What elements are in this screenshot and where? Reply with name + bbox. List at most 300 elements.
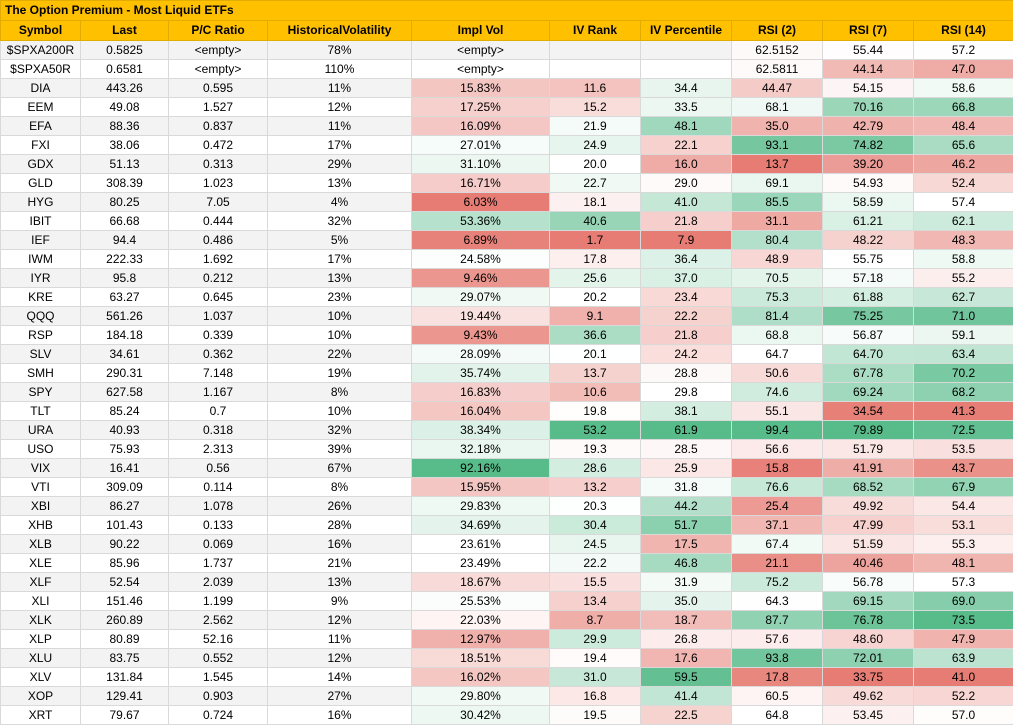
data-cell[interactable]: 52.54	[81, 573, 169, 592]
data-cell[interactable]: 14%	[268, 668, 412, 687]
data-cell[interactable]: 52.4	[914, 174, 1013, 193]
data-cell[interactable]: 12%	[268, 611, 412, 630]
data-cell[interactable]: 11.6	[550, 79, 641, 98]
data-cell[interactable]: 0.6581	[81, 60, 169, 79]
data-cell[interactable]: 49.92	[823, 497, 914, 516]
data-cell[interactable]: 0.133	[169, 516, 268, 535]
data-cell[interactable]: <empty>	[169, 60, 268, 79]
data-cell[interactable]: 41.0	[641, 193, 732, 212]
data-cell[interactable]: 24.9	[550, 136, 641, 155]
data-cell[interactable]: 58.8	[914, 250, 1013, 269]
data-cell[interactable]: 0.837	[169, 117, 268, 136]
data-cell[interactable]: 48.1	[641, 117, 732, 136]
data-cell[interactable]: 16.02%	[412, 668, 550, 687]
data-cell[interactable]: 85.24	[81, 402, 169, 421]
data-cell[interactable]: 17.5	[641, 535, 732, 554]
data-cell[interactable]: 48.1	[914, 554, 1013, 573]
data-cell[interactable]: 46.8	[641, 554, 732, 573]
data-cell[interactable]: 23.4	[641, 288, 732, 307]
data-cell[interactable]: 47.0	[914, 60, 1013, 79]
data-cell[interactable]: 110%	[268, 60, 412, 79]
data-cell[interactable]: 58.6	[914, 79, 1013, 98]
data-cell[interactable]: 9.43%	[412, 326, 550, 345]
data-cell[interactable]: 27.01%	[412, 136, 550, 155]
data-cell[interactable]: 50.6	[732, 364, 823, 383]
symbol-cell[interactable]: SPY	[1, 383, 81, 402]
data-cell[interactable]: 67.78	[823, 364, 914, 383]
data-cell[interactable]: 561.26	[81, 307, 169, 326]
column-header[interactable]: P/C Ratio	[169, 21, 268, 41]
data-cell[interactable]: 18.51%	[412, 649, 550, 668]
data-cell[interactable]: 39%	[268, 440, 412, 459]
data-cell[interactable]: 38.34%	[412, 421, 550, 440]
data-cell[interactable]: 29.9	[550, 630, 641, 649]
data-cell[interactable]: 56.78	[823, 573, 914, 592]
column-header[interactable]: RSI (7)	[823, 21, 914, 41]
symbol-cell[interactable]: TLT	[1, 402, 81, 421]
data-cell[interactable]: 15.8	[732, 459, 823, 478]
data-cell[interactable]: 62.1	[914, 212, 1013, 231]
data-cell[interactable]: 28.09%	[412, 345, 550, 364]
symbol-cell[interactable]: RSP	[1, 326, 81, 345]
data-cell[interactable]: 16.71%	[412, 174, 550, 193]
data-cell[interactable]: 17.6	[641, 649, 732, 668]
data-cell[interactable]: 23.49%	[412, 554, 550, 573]
data-cell[interactable]: 12%	[268, 649, 412, 668]
symbol-cell[interactable]: EFA	[1, 117, 81, 136]
data-cell[interactable]: 34.61	[81, 345, 169, 364]
data-cell[interactable]: 93.1	[732, 136, 823, 155]
data-cell[interactable]: 1.167	[169, 383, 268, 402]
data-cell[interactable]: 31.9	[641, 573, 732, 592]
data-cell[interactable]: 19%	[268, 364, 412, 383]
data-cell[interactable]: 19.3	[550, 440, 641, 459]
data-cell[interactable]: 21.8	[641, 212, 732, 231]
data-cell[interactable]: 1.037	[169, 307, 268, 326]
data-cell[interactable]: 68.1	[732, 98, 823, 117]
data-cell[interactable]: 66.8	[914, 98, 1013, 117]
data-cell[interactable]: 17.25%	[412, 98, 550, 117]
data-cell[interactable]: 0.212	[169, 269, 268, 288]
data-cell[interactable]: 56.6	[732, 440, 823, 459]
data-cell[interactable]: 38.1	[641, 402, 732, 421]
data-cell[interactable]: 42.79	[823, 117, 914, 136]
data-cell[interactable]: 28.5	[641, 440, 732, 459]
symbol-cell[interactable]: XLK	[1, 611, 81, 630]
data-cell[interactable]: 0.7	[169, 402, 268, 421]
data-cell[interactable]: 22.2	[641, 307, 732, 326]
data-cell[interactable]: 68.8	[732, 326, 823, 345]
data-cell[interactable]: 19.8	[550, 402, 641, 421]
data-cell[interactable]: 44.47	[732, 79, 823, 98]
data-cell[interactable]: 40.6	[550, 212, 641, 231]
data-cell[interactable]: 0.472	[169, 136, 268, 155]
data-cell[interactable]: 2.313	[169, 440, 268, 459]
data-cell[interactable]: 47.99	[823, 516, 914, 535]
data-cell[interactable]: 19.5	[550, 706, 641, 725]
data-cell[interactable]: 38.06	[81, 136, 169, 155]
data-cell[interactable]: 71.0	[914, 307, 1013, 326]
data-cell[interactable]: 18.1	[550, 193, 641, 212]
data-cell[interactable]: 129.41	[81, 687, 169, 706]
data-cell[interactable]: 5%	[268, 231, 412, 250]
data-cell[interactable]: 25.6	[550, 269, 641, 288]
symbol-cell[interactable]: IBIT	[1, 212, 81, 231]
data-cell[interactable]: 10.6	[550, 383, 641, 402]
data-cell[interactable]: 29.0	[641, 174, 732, 193]
data-cell[interactable]: 0.724	[169, 706, 268, 725]
data-cell[interactable]: 48.60	[823, 630, 914, 649]
column-header[interactable]: RSI (14)	[914, 21, 1013, 41]
data-cell[interactable]: 22.03%	[412, 611, 550, 630]
data-cell[interactable]: 53.2	[550, 421, 641, 440]
symbol-cell[interactable]: KRE	[1, 288, 81, 307]
data-cell[interactable]: 63.4	[914, 345, 1013, 364]
data-cell[interactable]: 29.83%	[412, 497, 550, 516]
symbol-cell[interactable]: HYG	[1, 193, 81, 212]
symbol-cell[interactable]: IYR	[1, 269, 81, 288]
data-cell[interactable]	[641, 60, 732, 79]
data-cell[interactable]: 32.18%	[412, 440, 550, 459]
data-cell[interactable]: 0.645	[169, 288, 268, 307]
data-cell[interactable]: 49.62	[823, 687, 914, 706]
symbol-cell[interactable]: XLU	[1, 649, 81, 668]
data-cell[interactable]: 95.8	[81, 269, 169, 288]
data-cell[interactable]: 93.8	[732, 649, 823, 668]
data-cell[interactable]: 76.6	[732, 478, 823, 497]
data-cell[interactable]: 51.7	[641, 516, 732, 535]
data-cell[interactable]: 4%	[268, 193, 412, 212]
symbol-cell[interactable]: VTI	[1, 478, 81, 497]
data-cell[interactable]: 22%	[268, 345, 412, 364]
symbol-cell[interactable]: SMH	[1, 364, 81, 383]
symbol-cell[interactable]: XLB	[1, 535, 81, 554]
symbol-cell[interactable]: VIX	[1, 459, 81, 478]
data-cell[interactable]: 67.9	[914, 478, 1013, 497]
symbol-cell[interactable]: $SPXA200R	[1, 41, 81, 60]
column-header[interactable]: Last	[81, 21, 169, 41]
data-cell[interactable]: 41.0	[914, 668, 1013, 687]
data-cell[interactable]: 51.79	[823, 440, 914, 459]
symbol-cell[interactable]: DIA	[1, 79, 81, 98]
data-cell[interactable]: 20.2	[550, 288, 641, 307]
data-cell[interactable]: 443.26	[81, 79, 169, 98]
data-cell[interactable]: 17%	[268, 136, 412, 155]
data-cell[interactable]: 57.3	[914, 573, 1013, 592]
data-cell[interactable]: 64.8	[732, 706, 823, 725]
data-cell[interactable]: 184.18	[81, 326, 169, 345]
data-cell[interactable]: 0.552	[169, 649, 268, 668]
data-cell[interactable]: 0.56	[169, 459, 268, 478]
data-cell[interactable]: 44.14	[823, 60, 914, 79]
data-cell[interactable]: 35.0	[732, 117, 823, 136]
data-cell[interactable]: 68.2	[914, 383, 1013, 402]
symbol-cell[interactable]: FXI	[1, 136, 81, 155]
data-cell[interactable]: 53.5	[914, 440, 1013, 459]
data-cell[interactable]: 0.595	[169, 79, 268, 98]
data-cell[interactable]: 25.53%	[412, 592, 550, 611]
data-cell[interactable]: 15.2	[550, 98, 641, 117]
data-cell[interactable]: 27%	[268, 687, 412, 706]
data-cell[interactable]: 16%	[268, 706, 412, 725]
data-cell[interactable]: 20.1	[550, 345, 641, 364]
data-cell[interactable]: 65.6	[914, 136, 1013, 155]
data-cell[interactable]: 260.89	[81, 611, 169, 630]
data-cell[interactable]: 49.08	[81, 98, 169, 117]
data-cell[interactable]: 62.5811	[732, 60, 823, 79]
data-cell[interactable]: 2.562	[169, 611, 268, 630]
data-cell[interactable]: 13.4	[550, 592, 641, 611]
data-cell[interactable]: 0.318	[169, 421, 268, 440]
data-cell[interactable]: 23.61%	[412, 535, 550, 554]
data-cell[interactable]: 13%	[268, 174, 412, 193]
data-cell[interactable]: 308.39	[81, 174, 169, 193]
data-cell[interactable]: 16.83%	[412, 383, 550, 402]
data-cell[interactable]: 0.444	[169, 212, 268, 231]
column-header[interactable]: HistoricalVolatility	[268, 21, 412, 41]
data-cell[interactable]: 48.9	[732, 250, 823, 269]
data-cell[interactable]: 31.0	[550, 668, 641, 687]
data-cell[interactable]: 26%	[268, 497, 412, 516]
data-cell[interactable]: 87.7	[732, 611, 823, 630]
data-cell[interactable]: 62.7	[914, 288, 1013, 307]
data-cell[interactable]: 24.58%	[412, 250, 550, 269]
data-cell[interactable]: 19.44%	[412, 307, 550, 326]
data-cell[interactable]: 73.5	[914, 611, 1013, 630]
data-cell[interactable]: 46.2	[914, 155, 1013, 174]
data-cell[interactable]: 1.078	[169, 497, 268, 516]
data-cell[interactable]: 30.4	[550, 516, 641, 535]
data-cell[interactable]: 55.75	[823, 250, 914, 269]
data-cell[interactable]: 61.88	[823, 288, 914, 307]
data-cell[interactable]: 61.21	[823, 212, 914, 231]
data-cell[interactable]: 101.43	[81, 516, 169, 535]
data-cell[interactable]: 11%	[268, 79, 412, 98]
data-cell[interactable]: 47.9	[914, 630, 1013, 649]
data-cell[interactable]: 80.89	[81, 630, 169, 649]
data-cell[interactable]: 30.42%	[412, 706, 550, 725]
data-cell[interactable]: 1.199	[169, 592, 268, 611]
data-cell[interactable]: 55.2	[914, 269, 1013, 288]
data-cell[interactable]: 41.3	[914, 402, 1013, 421]
data-cell[interactable]: 0.313	[169, 155, 268, 174]
data-cell[interactable]: 23%	[268, 288, 412, 307]
data-cell[interactable]: 34.54	[823, 402, 914, 421]
data-cell[interactable]: 36.6	[550, 326, 641, 345]
data-cell[interactable]: 1.737	[169, 554, 268, 573]
data-cell[interactable]: 41.91	[823, 459, 914, 478]
data-cell[interactable]: 72.01	[823, 649, 914, 668]
data-cell[interactable]: 17.8	[550, 250, 641, 269]
data-cell[interactable]: 25.9	[641, 459, 732, 478]
symbol-cell[interactable]: IWM	[1, 250, 81, 269]
data-cell[interactable]: 48.22	[823, 231, 914, 250]
data-cell[interactable]: 53.36%	[412, 212, 550, 231]
data-cell[interactable]: 72.5	[914, 421, 1013, 440]
data-cell[interactable]	[550, 41, 641, 60]
data-cell[interactable]: 1.545	[169, 668, 268, 687]
data-cell[interactable]: 1.527	[169, 98, 268, 117]
data-cell[interactable]: 67%	[268, 459, 412, 478]
symbol-cell[interactable]: GLD	[1, 174, 81, 193]
data-cell[interactable]: 52.2	[914, 687, 1013, 706]
data-cell[interactable]: 9.46%	[412, 269, 550, 288]
data-cell[interactable]: 13.7	[732, 155, 823, 174]
data-cell[interactable]: 16.0	[641, 155, 732, 174]
data-cell[interactable]: 11%	[268, 117, 412, 136]
data-cell[interactable]: 69.1	[732, 174, 823, 193]
symbol-cell[interactable]: $SPXA50R	[1, 60, 81, 79]
data-cell[interactable]: 13%	[268, 269, 412, 288]
data-cell[interactable]: 28%	[268, 516, 412, 535]
data-cell[interactable]: 81.4	[732, 307, 823, 326]
data-cell[interactable]: 66.68	[81, 212, 169, 231]
data-cell[interactable]: 151.46	[81, 592, 169, 611]
data-cell[interactable]: 55.3	[914, 535, 1013, 554]
data-cell[interactable]: 6.89%	[412, 231, 550, 250]
data-cell[interactable]: 34.4	[641, 79, 732, 98]
data-cell[interactable]: 43.7	[914, 459, 1013, 478]
data-cell[interactable]: 75.3	[732, 288, 823, 307]
data-cell[interactable]: 1.7	[550, 231, 641, 250]
data-cell[interactable]: 2.039	[169, 573, 268, 592]
symbol-cell[interactable]: XLV	[1, 668, 81, 687]
data-cell[interactable]: 16.41	[81, 459, 169, 478]
data-cell[interactable]: 1.023	[169, 174, 268, 193]
data-cell[interactable]: 90.22	[81, 535, 169, 554]
data-cell[interactable]: 37.1	[732, 516, 823, 535]
data-cell[interactable]: 24.5	[550, 535, 641, 554]
data-cell[interactable]: 44.2	[641, 497, 732, 516]
data-cell[interactable]: 18.7	[641, 611, 732, 630]
data-cell[interactable]: 54.93	[823, 174, 914, 193]
data-cell[interactable]: 52.16	[169, 630, 268, 649]
data-cell[interactable]: 29.8	[641, 383, 732, 402]
data-cell[interactable]: 58.59	[823, 193, 914, 212]
data-cell[interactable]: 627.58	[81, 383, 169, 402]
data-cell[interactable]: 57.4	[914, 193, 1013, 212]
data-cell[interactable]: 60.5	[732, 687, 823, 706]
data-cell[interactable]: 29.07%	[412, 288, 550, 307]
data-cell[interactable]: 0.362	[169, 345, 268, 364]
data-cell[interactable]: 74.6	[732, 383, 823, 402]
data-cell[interactable]: 22.1	[641, 136, 732, 155]
data-cell[interactable]: 29.80%	[412, 687, 550, 706]
column-header[interactable]: Impl Vol	[412, 21, 550, 41]
data-cell[interactable]: 0.5825	[81, 41, 169, 60]
data-cell[interactable]: 16.8	[550, 687, 641, 706]
data-cell[interactable]: 70.2	[914, 364, 1013, 383]
data-cell[interactable]: 131.84	[81, 668, 169, 687]
data-cell[interactable]: <empty>	[412, 60, 550, 79]
data-cell[interactable]: 70.16	[823, 98, 914, 117]
data-cell[interactable]: 80.4	[732, 231, 823, 250]
data-cell[interactable]: 10%	[268, 307, 412, 326]
data-cell[interactable]: 13.2	[550, 478, 641, 497]
data-cell[interactable]: 309.09	[81, 478, 169, 497]
data-cell[interactable]: 12.97%	[412, 630, 550, 649]
symbol-cell[interactable]: XLI	[1, 592, 81, 611]
data-cell[interactable]: 8%	[268, 478, 412, 497]
symbol-cell[interactable]: SLV	[1, 345, 81, 364]
data-cell[interactable]: 57.2	[914, 41, 1013, 60]
symbol-cell[interactable]: USO	[1, 440, 81, 459]
data-cell[interactable]: 83.75	[81, 649, 169, 668]
data-cell[interactable]: 69.15	[823, 592, 914, 611]
data-cell[interactable]: 80.25	[81, 193, 169, 212]
data-cell[interactable]: 51.13	[81, 155, 169, 174]
data-cell[interactable]: 92.16%	[412, 459, 550, 478]
symbol-cell[interactable]: EEM	[1, 98, 81, 117]
data-cell[interactable]: 11%	[268, 630, 412, 649]
data-cell[interactable]: 62.5152	[732, 41, 823, 60]
data-cell[interactable]: 20.3	[550, 497, 641, 516]
data-cell[interactable]: 51.59	[823, 535, 914, 554]
data-cell[interactable]: 290.31	[81, 364, 169, 383]
data-cell[interactable]: 35.74%	[412, 364, 550, 383]
data-cell[interactable]: 0.114	[169, 478, 268, 497]
data-cell[interactable]: 10%	[268, 402, 412, 421]
data-cell[interactable]: 59.1	[914, 326, 1013, 345]
data-cell[interactable]: 28.6	[550, 459, 641, 478]
symbol-cell[interactable]: XHB	[1, 516, 81, 535]
data-cell[interactable]: 78%	[268, 41, 412, 60]
data-cell[interactable]: 67.4	[732, 535, 823, 554]
data-cell[interactable]: 75.2	[732, 573, 823, 592]
data-cell[interactable]: 48.3	[914, 231, 1013, 250]
data-cell[interactable]: 26.8	[641, 630, 732, 649]
data-cell[interactable]: 55.1	[732, 402, 823, 421]
data-cell[interactable]: 0.069	[169, 535, 268, 554]
data-cell[interactable]: 15.95%	[412, 478, 550, 497]
data-cell[interactable]: 59.5	[641, 668, 732, 687]
data-cell[interactable]: 34.69%	[412, 516, 550, 535]
symbol-cell[interactable]: XLP	[1, 630, 81, 649]
data-cell[interactable]: <empty>	[169, 41, 268, 60]
data-cell[interactable]: 1.692	[169, 250, 268, 269]
data-cell[interactable]: 15.5	[550, 573, 641, 592]
symbol-cell[interactable]: IEF	[1, 231, 81, 250]
data-cell[interactable]: 21.8	[641, 326, 732, 345]
column-header[interactable]: IV Percentile	[641, 21, 732, 41]
data-cell[interactable]: 41.4	[641, 687, 732, 706]
data-cell[interactable]: 22.2	[550, 554, 641, 573]
data-cell[interactable]: 39.20	[823, 155, 914, 174]
data-cell[interactable]: 86.27	[81, 497, 169, 516]
column-header[interactable]: IV Rank	[550, 21, 641, 41]
data-cell[interactable]: 19.4	[550, 649, 641, 668]
data-cell[interactable]: 57.18	[823, 269, 914, 288]
data-cell[interactable]: 10%	[268, 326, 412, 345]
data-cell[interactable]: 9%	[268, 592, 412, 611]
data-cell[interactable]: 53.1	[914, 516, 1013, 535]
data-cell[interactable]: 17%	[268, 250, 412, 269]
data-cell[interactable]: 94.4	[81, 231, 169, 250]
data-cell[interactable]: 85.96	[81, 554, 169, 573]
data-cell[interactable]: 17.8	[732, 668, 823, 687]
data-cell[interactable]: 64.70	[823, 345, 914, 364]
data-cell[interactable]: 55.44	[823, 41, 914, 60]
data-cell[interactable]: 32%	[268, 212, 412, 231]
data-cell[interactable]: 32%	[268, 421, 412, 440]
data-cell[interactable]: 40.46	[823, 554, 914, 573]
data-cell[interactable]: 56.87	[823, 326, 914, 345]
data-cell[interactable]: 13%	[268, 573, 412, 592]
symbol-cell[interactable]: QQQ	[1, 307, 81, 326]
data-cell[interactable]: 85.5	[732, 193, 823, 212]
data-cell[interactable]: 54.4	[914, 497, 1013, 516]
data-cell[interactable]: 35.0	[641, 592, 732, 611]
